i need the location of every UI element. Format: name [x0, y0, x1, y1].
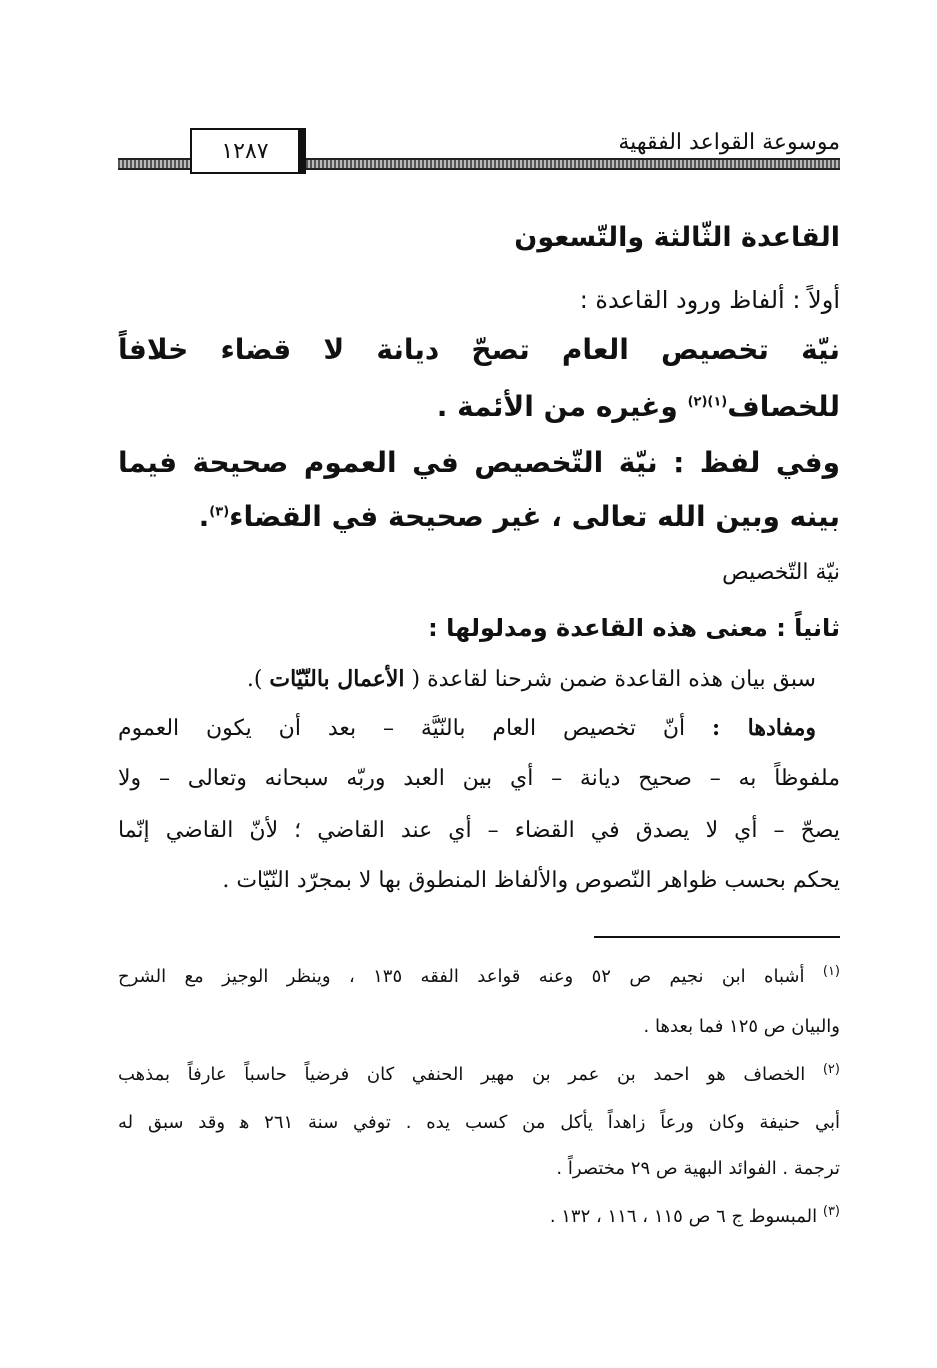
page-header [118, 118, 840, 182]
keyword: نيّة التّخصيص [722, 560, 840, 585]
body-line-4: يصحّ – أي لا يصدق في القضاء – أي عند القاضي ؛ لأنّ القاضي إنّما [118, 818, 840, 843]
footnote-3-line1: $^{(٣)}$ المبسوط ج ٦ ص ١١٥ ، ١١٦ ، ١٣٢ . [549, 1204, 840, 1227]
footnote-ref-1-2[interactable]: (١)(٢) [687, 394, 728, 410]
footnote-1-line2: والبيان ص ١٢٥ فما بعدها . [643, 1016, 840, 1037]
footnote-2-line1: $^{(٢)}$ الخصاف هو احمد بن عمر بن مهير الحنفي كان فرضياً حاسباً عارفاً بمذهب [118, 1062, 840, 1085]
section1-title: أولاً : ألفاظ ورود القاعدة : [579, 286, 840, 314]
keyword-line [118, 560, 840, 585]
footnote-ref-3[interactable]: (٣) [209, 504, 230, 520]
section2-title: ثانياً : معنى هذه القاعدة ومدلولها : [428, 614, 840, 642]
rule-statement-line1: نيّة تخصيص العام تصحّ ديانة لا قضاء خلافاً [118, 333, 840, 366]
alt-wording-line2: بينه وبين الله تعالى ، غير صحيحة في القضاء$^{(٣)}$. [198, 500, 840, 533]
footnote-separator [594, 936, 840, 938]
body-line-3: ملفوظاً به – صحيح ديانة – أي بين العبد وربّه سبحانه وتعالى – ولا [118, 766, 840, 791]
footnote-marker-1: (١) [822, 964, 840, 979]
alt-wording-line1: وفي لفظ : نيّة التّخصيص في العموم صحيحة فيما [118, 446, 840, 479]
footnote-marker-2: (٢) [822, 1062, 840, 1077]
footnote-1-line1: $^{(١)}$ أشباه ابن نجيم ص ٥٢ وعنه قواعد الفقه ١٣٥ ، وينظر الوجيز مع الشرح [118, 964, 840, 987]
footnote-2-line2: أبي حنيفة وكان ورعاً زاهداً يأكل من كسب يده . توفي سنة ٢٦١ ﻫ وقد سبق له [118, 1112, 840, 1133]
footnote-2-line3: ترجمة . الفوائد البهية ص ٢٩ مختصراً . [556, 1158, 840, 1179]
referenced-rule: الأعمال بالنّيّات [269, 666, 405, 692]
body-line-2: ومفادها : أنّ تخصيص العام بالنّيَّة – بعد أن يكون العموم [118, 715, 816, 741]
page-number: ١٢٨٧ [190, 128, 306, 174]
rule-statement-line2: للخصاف$^{(١)(٢)}$ وغيره من الأئمة . [436, 390, 840, 423]
running-title: موسوعة القواعد الفقهية [618, 130, 840, 155]
rule-heading: القاعدة الثّالثة والتّسعون [514, 222, 840, 253]
body-line-5: يحكم بحسب ظواهر النّصوص والألفاظ المنطوق بها لا بمجرّد النّيّات . [222, 868, 840, 893]
body-line-1: سبق بيان هذه القاعدة ضمن شرحنا لقاعدة ( الأعمال بالنّيّات ). [246, 666, 816, 692]
footnote-marker-3: (٣) [822, 1204, 840, 1219]
